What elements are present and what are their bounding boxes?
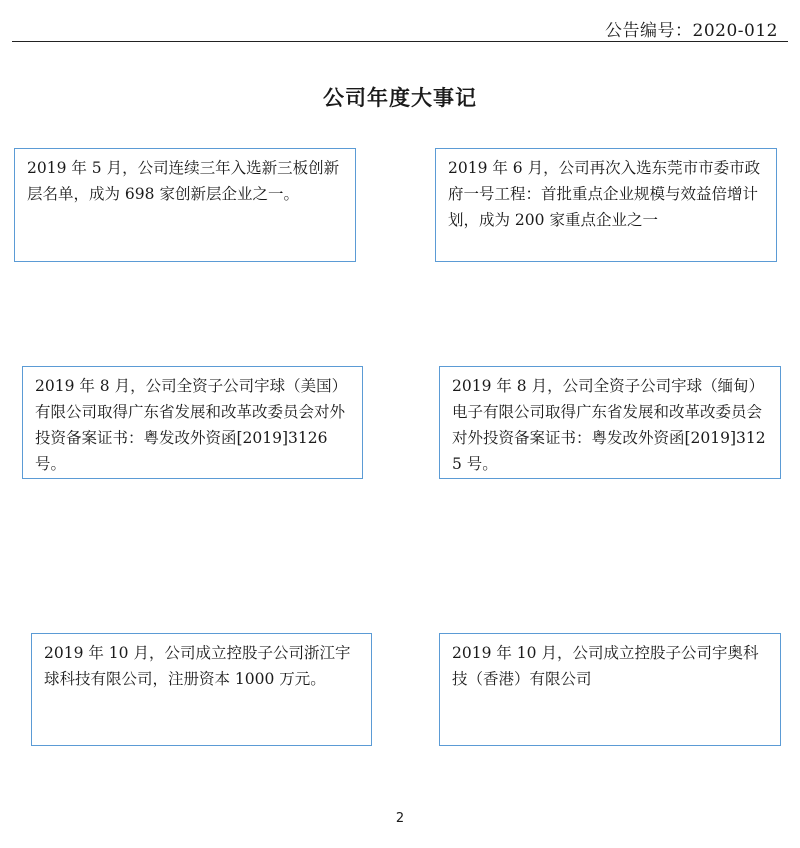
header-divider: [12, 41, 788, 42]
event-text: 2019 年 10 月，公司成立控股子公司浙江宇球科技有限公司，注册资本 1000 万元。: [44, 644, 351, 688]
page-number: 2: [395, 811, 405, 826]
event-box-2019-10-hongkong: [439, 633, 781, 746]
announcement-code: 公告编号：2020-012: [605, 21, 778, 41]
page-title: 公司年度大事记: [323, 86, 477, 110]
event-box-2019-06: [435, 148, 777, 262]
event-box-2019-05: [14, 148, 356, 262]
event-box-2019-10-zhejiang: [31, 633, 372, 746]
event-text: 2019 年 8 月，公司全资子公司宇球（缅甸）电子有限公司取得广东省发展和改革改委员会对外投资备案证书：粤发改外资函[2019]3125 号。: [452, 377, 766, 473]
event-text: 2019 年 8 月，公司全资子公司宇球（美国）有限公司取得广东省发展和改革改委员会对外投资备案证书：粤发改外资函[2019]3126 号。: [35, 377, 348, 473]
event-text: 2019 年 6 月，公司再次入选东莞市市委市政府一号工程：首批重点企业规模与效益倍增计划，成为 200 家重点企业之一: [448, 159, 761, 229]
event-text: 2019 年 10 月，公司成立控股子公司宇奥科技（香港）有限公司: [452, 644, 759, 688]
event-text: 2019 年 5 月，公司连续三年入选新三板创新层名单，成为 698 家创新层企业之一。: [27, 159, 340, 203]
event-box-2019-08-myanmar: [439, 366, 781, 479]
event-box-2019-08-usa: [22, 366, 363, 479]
